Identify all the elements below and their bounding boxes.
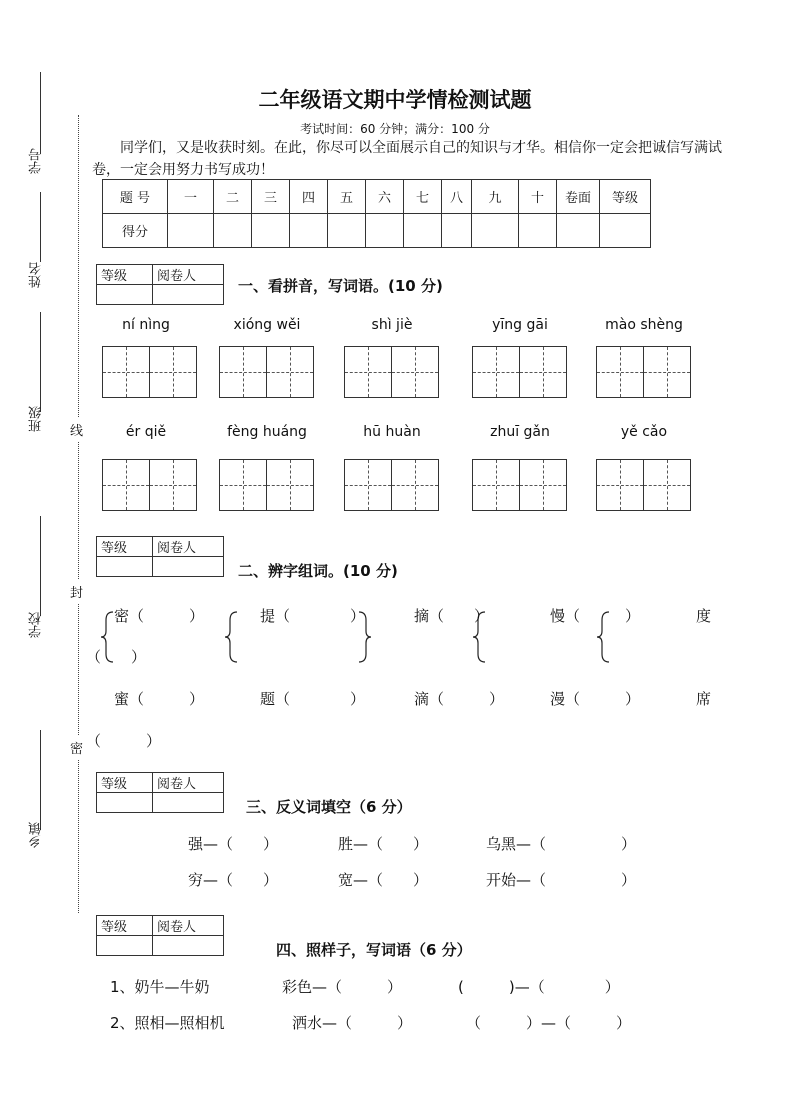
section-2-heading: 二、辨字组词。(10 分) — [238, 562, 398, 580]
score-header-cell: 题 号 — [103, 180, 168, 214]
pinyin-label: mào shèng — [605, 317, 683, 333]
score-row-label: 得分 — [103, 214, 168, 248]
grader-reviewer-label: 阅卷人 — [153, 265, 224, 285]
score-cell[interactable] — [366, 214, 404, 248]
score-cell[interactable] — [214, 214, 252, 248]
score-cell[interactable] — [252, 214, 290, 248]
writing-grid[interactable] — [344, 346, 439, 398]
page-title: 二年级语文期中学情检测试题 — [258, 87, 532, 112]
score-header-cell: 等级 — [600, 180, 651, 214]
score-header-cell: 十 — [519, 180, 557, 214]
grader-reviewer-cell[interactable] — [153, 557, 224, 577]
grader-grade-label: 等级 — [97, 537, 153, 557]
section-1-heading: 一、看拼音，写词语。(10 分) — [238, 277, 443, 295]
margin-line — [40, 730, 41, 830]
margin-line — [40, 312, 41, 412]
margin-label-name: 姓名 — [29, 262, 44, 288]
char-compare-item: 提（ ） — [260, 607, 366, 625]
score-cell[interactable] — [328, 214, 366, 248]
cut-mark-seal: 封 — [70, 580, 83, 603]
grader-reviewer-label: 阅卷人 — [153, 916, 224, 936]
score-header-cell: 卷面 — [557, 180, 600, 214]
score-header-cell: 九 — [472, 180, 519, 214]
antonym-item: 强—（ ） — [188, 835, 279, 853]
grader-grade-cell[interactable] — [97, 793, 153, 813]
score-header-cell: 八 — [442, 180, 472, 214]
pinyin-label: shì jiè — [371, 317, 413, 333]
pattern-item: （ ）—（ ） — [466, 1014, 632, 1032]
pattern-item: 彩色—（ ） — [282, 978, 403, 996]
section-4-heading: 四、照样子，写词语（6 分） — [276, 941, 472, 959]
pinyin-label: ér qiě — [125, 424, 167, 440]
writing-grid[interactable] — [596, 346, 691, 398]
char-compare-item: 蜜（ ） — [114, 690, 205, 708]
score-cell[interactable] — [600, 214, 651, 248]
grader-reviewer-label: 阅卷人 — [153, 773, 224, 793]
char-compare-item: 漫（ ） — [550, 690, 641, 708]
margin-label-school: 学校 — [29, 612, 44, 638]
char-compare-item: 密（ ） — [114, 607, 205, 625]
pinyin-label: zhuī gǎn — [490, 424, 550, 440]
char-compare-blank[interactable]: （ ） — [86, 648, 147, 666]
grader-box — [96, 536, 224, 577]
grader-grade-label: 等级 — [97, 265, 153, 285]
writing-grid[interactable] — [102, 346, 197, 398]
grader-box — [96, 264, 224, 305]
grader-grade-cell[interactable] — [97, 285, 153, 305]
grader-grade-cell[interactable] — [97, 557, 153, 577]
cut-mark-line: 线 — [70, 418, 83, 441]
pinyin-label: fèng huáng — [227, 424, 307, 440]
pattern-example: 2、照相—照相机 — [110, 1014, 225, 1032]
margin-label-class: 班级 — [29, 406, 44, 432]
cut-mark-secret: 密 — [70, 736, 83, 759]
writing-grid[interactable] — [596, 459, 691, 511]
score-header-cell: 一 — [168, 180, 214, 214]
antonym-item: 开始—（ ） — [486, 871, 637, 889]
char-compare-item: 摘（ ） — [414, 607, 490, 625]
pinyin-label: hū huàn — [363, 424, 421, 440]
score-cell[interactable] — [472, 214, 519, 248]
section-3-heading: 三、反义词填空（6 分） — [246, 798, 412, 816]
char-compare-item: 席 — [696, 690, 712, 708]
grader-box — [96, 915, 224, 956]
exam-info: 考试时间：60 分钟；满分：100 分 — [300, 122, 490, 136]
writing-grid[interactable] — [219, 459, 314, 511]
score-header-cell: 三 — [252, 180, 290, 214]
char-compare-item: 滴（ ） — [414, 690, 505, 708]
grader-reviewer-label: 阅卷人 — [153, 537, 224, 557]
char-compare-blank[interactable]: （ ） — [86, 732, 162, 750]
margin-label-student-id: 学号 — [29, 148, 44, 174]
margin-label-township: 乡镇 — [29, 822, 44, 848]
score-header-cell: 六 — [366, 180, 404, 214]
pinyin-label: yīng gāi — [492, 317, 548, 333]
writing-grid[interactable] — [344, 459, 439, 511]
antonym-item: 穷—（ ） — [188, 871, 279, 889]
score-cell[interactable] — [557, 214, 600, 248]
score-cell[interactable] — [168, 214, 214, 248]
pattern-example: 1、奶牛—牛奶 — [110, 978, 210, 996]
left-brace-icon — [224, 611, 240, 663]
score-cell[interactable] — [404, 214, 442, 248]
score-header-cell: 四 — [290, 180, 328, 214]
char-compare-item: 慢（ ） — [550, 607, 641, 625]
score-table — [102, 179, 651, 248]
grader-grade-cell[interactable] — [97, 936, 153, 956]
score-header-cell: 七 — [404, 180, 442, 214]
writing-grid[interactable] — [219, 346, 314, 398]
seal-dotted-line — [78, 115, 79, 913]
writing-grid[interactable] — [102, 459, 197, 511]
grader-box — [96, 772, 224, 813]
writing-grid[interactable] — [472, 346, 567, 398]
pattern-item: 洒水—（ ） — [292, 1014, 413, 1032]
pinyin-label: ní nìng — [122, 317, 170, 333]
score-header-cell: 五 — [328, 180, 366, 214]
score-header-cell: 二 — [214, 180, 252, 214]
antonym-item: 宽—（ ） — [338, 871, 429, 889]
antonym-item: 胜—（ ） — [338, 835, 429, 853]
score-cell[interactable] — [290, 214, 328, 248]
grader-reviewer-cell[interactable] — [153, 793, 224, 813]
antonym-item: 乌黑—（ ） — [486, 835, 637, 853]
writing-grid[interactable] — [472, 459, 567, 511]
pinyin-label: xióng wěi — [233, 317, 301, 333]
score-cell[interactable] — [442, 214, 472, 248]
margin-line — [40, 516, 41, 616]
pattern-item: ( )—（ ） — [458, 978, 620, 996]
grader-grade-label: 等级 — [97, 916, 153, 936]
intro-text: 同学们，又是收获时刻。在此，你尽可以全面展示自己的知识与才华。相信你一定会把诚信写满试卷，一定会用努力书写成功！ — [92, 140, 722, 178]
grader-grade-label: 等级 — [97, 773, 153, 793]
margin-line — [40, 192, 41, 262]
pinyin-label: yě cǎo — [620, 424, 668, 440]
grader-reviewer-cell[interactable] — [153, 936, 224, 956]
score-cell[interactable] — [519, 214, 557, 248]
grader-reviewer-cell[interactable] — [153, 285, 224, 305]
char-compare-item: 题（ ） — [260, 690, 366, 708]
char-compare-item: 度 — [696, 607, 712, 625]
